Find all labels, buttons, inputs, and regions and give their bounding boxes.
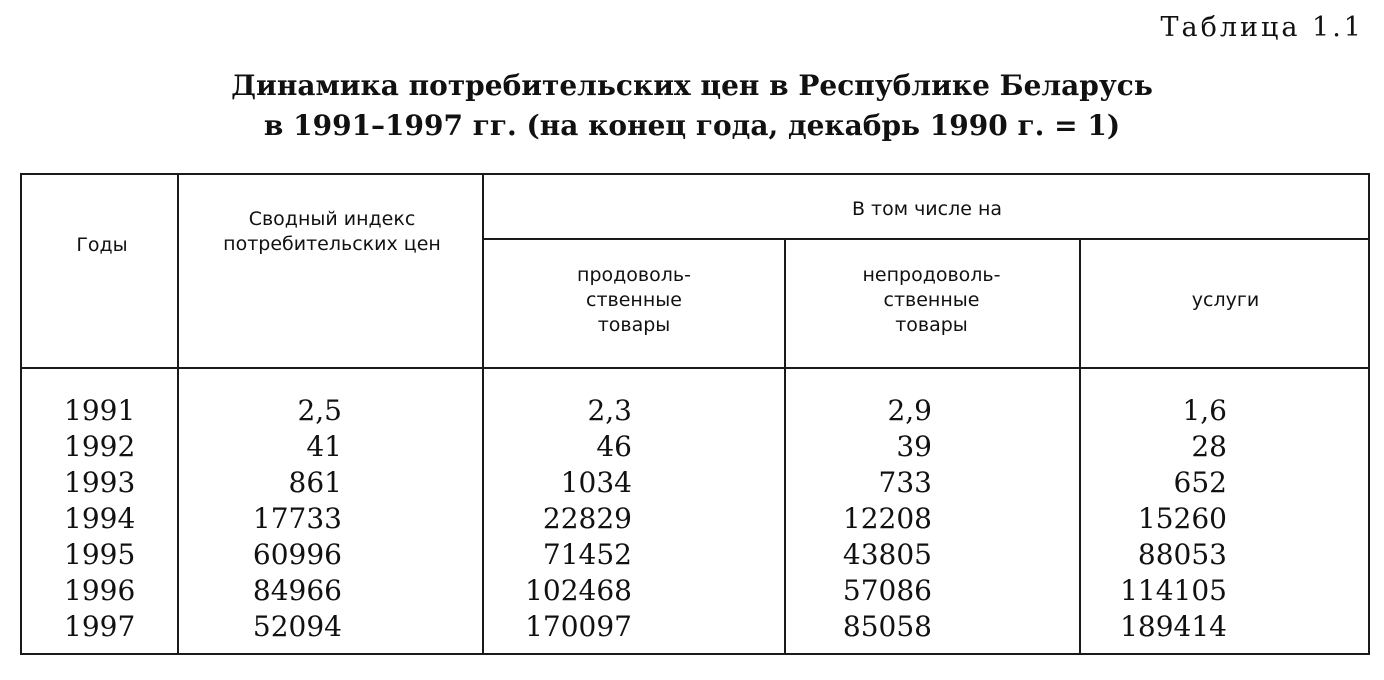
cell-nonfood-goods: 733	[878, 466, 932, 499]
column-divider-2	[482, 175, 484, 653]
cell-nonfood-goods: 57086	[842, 574, 932, 607]
cell-food-goods: 2,3	[587, 394, 632, 427]
cell-summary-index: 52094	[252, 610, 342, 643]
cell-services: 15260	[1137, 502, 1227, 535]
cell-services: 189414	[1120, 610, 1227, 643]
cell-food-goods: 102468	[525, 574, 632, 607]
cell-summary-index: 2,5	[297, 394, 342, 427]
table-title-line-1: Динамика потребительских цен в Республике Беларусь	[231, 69, 1153, 102]
cell-nonfood-goods: 39	[896, 430, 932, 463]
cell-services: 114105	[1120, 574, 1227, 607]
cell-food-goods: 71452	[542, 538, 632, 571]
cell-food-goods: 170097	[525, 610, 632, 643]
header-including: В том числе на	[851, 198, 1003, 220]
cell-year: 1991	[64, 394, 136, 427]
cell-nonfood-goods: 85058	[842, 610, 932, 643]
cell-summary-index: 84966	[252, 574, 342, 607]
cell-services: 28	[1191, 430, 1227, 463]
table-number-label: Таблица 1.1	[1160, 12, 1364, 43]
price-index-table	[20, 173, 1370, 655]
cell-services: 652	[1173, 466, 1227, 499]
header-years: Годы	[76, 234, 128, 256]
cell-nonfood-goods: 43805	[842, 538, 932, 571]
cell-summary-index: 41	[306, 430, 342, 463]
cell-year: 1993	[64, 466, 136, 499]
cell-nonfood-goods: 12208	[842, 502, 932, 535]
cell-food-goods: 1034	[560, 466, 632, 499]
cell-year: 1992	[64, 430, 136, 463]
cell-food-goods: 22829	[542, 502, 632, 535]
cell-summary-index: 60996	[252, 538, 342, 571]
cell-services: 88053	[1137, 538, 1227, 571]
table-title	[0, 66, 1384, 146]
header-food-goods: продоволь- ственные товары	[577, 264, 691, 336]
header-summary-index: Сводный индекс потребительских цен	[223, 208, 441, 255]
cell-year: 1996	[64, 574, 136, 607]
cell-food-goods: 46	[596, 430, 632, 463]
cell-summary-index: 17733	[252, 502, 342, 535]
cell-year: 1995	[64, 538, 136, 571]
subheader-divider	[482, 238, 1368, 240]
header-nonfood-goods: непродоволь- ственные товары	[862, 264, 1001, 336]
column-divider-1	[177, 175, 179, 653]
cell-year: 1997	[64, 610, 136, 643]
header-services: услуги	[1191, 289, 1260, 311]
cell-services: 1,6	[1182, 394, 1227, 427]
header-bottom-divider	[22, 367, 1368, 369]
cell-year: 1994	[64, 502, 136, 535]
table-title-line-2: в 1991–1997 гг. (на конец года, декабрь 1990 г. = 1)	[263, 109, 1121, 142]
cell-nonfood-goods: 2,9	[887, 394, 932, 427]
cell-summary-index: 861	[288, 466, 342, 499]
